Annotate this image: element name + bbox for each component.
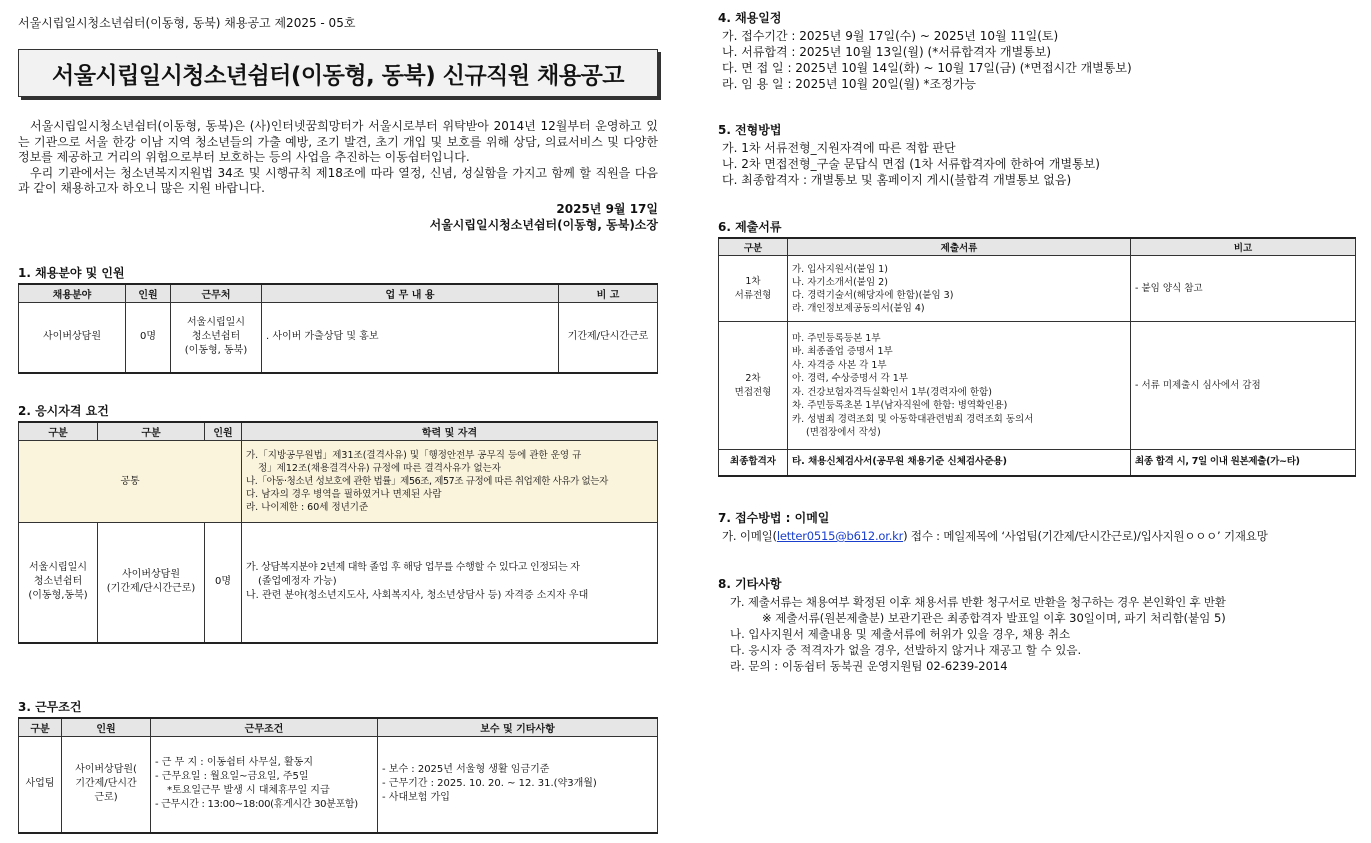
col-header: 학력 및 자격 bbox=[242, 422, 658, 441]
document-line: 차. 주민등록초본 1부(남자직원에 한함: 병역확인용) bbox=[792, 400, 1008, 411]
duty-cell: . 사이버 가출상담 및 홍보 bbox=[262, 303, 559, 373]
staff-cell bbox=[62, 737, 151, 833]
schedule-line: 가. 접수기간 : 2025년 9월 17일(수) ~ 2025년 10월 11일(토) bbox=[722, 29, 1059, 43]
col-header: 구분 bbox=[98, 422, 205, 441]
documents-table bbox=[718, 237, 1356, 477]
requirement-line: 가. 상담복지분야 2년제 대학 졸업 후 해당 업무를 수행할 수 있다고 인정되는 자 bbox=[246, 562, 580, 574]
col-header: 채용분야 bbox=[19, 284, 126, 303]
pay-line: - 근무기간 : 2025. 10. 20. ~ 12. 31.(약3개월) bbox=[382, 778, 597, 790]
requirement-line: 나. 관련 분야(청소년지도사, 사회복지사, 청소년상담사 등) 자격증 소지자 우대 bbox=[246, 590, 589, 602]
condition-line: - 근 무 지 : 이동쉼터 사무실, 활동지 bbox=[155, 757, 313, 769]
col-header: 보수 및 기타사항 bbox=[378, 718, 658, 737]
job-requirements bbox=[242, 523, 658, 643]
type-cell: 사업팀 bbox=[19, 737, 62, 833]
document-line: 바. 최종졸업 증명서 1부 bbox=[792, 346, 893, 357]
col-header: 근무처 bbox=[171, 284, 262, 303]
col-header: 구분 bbox=[19, 718, 62, 737]
email-link[interactable]: letter0515@b612.or.kr bbox=[776, 529, 904, 543]
stage-cell bbox=[719, 256, 788, 322]
method-line: 나. 2차 면접전형_구술 문답식 면접 (1차 서류합격자에 한하여 개별통보) bbox=[722, 157, 1100, 171]
col-header: 근무조건 bbox=[151, 718, 378, 737]
section-2 bbox=[18, 402, 658, 644]
col-header: 구분 bbox=[719, 238, 788, 256]
remark-cell: - 서류 미제출시 심사에서 감점 bbox=[1131, 322, 1356, 450]
col-header: 인원 bbox=[126, 284, 171, 303]
section-1-title: 1. 채용분야 및 인원 bbox=[18, 266, 125, 280]
note-cell: 기간제/단시간근로 bbox=[559, 303, 658, 373]
requirement-line: 정」제12조(채용결격사유) 규정에 따른 결격사유가 없는자 bbox=[258, 463, 501, 474]
section-4-title: 4. 채용일정 bbox=[718, 11, 782, 25]
requirement-line: 다. 남자의 경우 병역을 필하였거나 면제된 사람 bbox=[246, 489, 442, 500]
place-line: 서울시립일시 bbox=[187, 317, 245, 329]
document-line: 나. 자기소개서(붙임 2) bbox=[792, 276, 888, 288]
method-line: 가. 1차 서류전형_지원자격에 따른 적합 판단 bbox=[722, 141, 956, 155]
section-8-title: 8. 기타사항 bbox=[718, 577, 782, 591]
announcement-number: 서울시립일시청소년쉼터(이동형, 동북) 채용공고 제2025 - 05호 bbox=[18, 16, 356, 30]
job-line: (기간제/단시간근로) bbox=[106, 583, 196, 595]
schedule-line: 나. 서류합격 : 2025년 10월 13일(월) (*서류합격자 개별통보) bbox=[722, 45, 1052, 59]
left-column bbox=[18, 10, 658, 233]
org-cell bbox=[19, 523, 98, 643]
section-4 bbox=[718, 10, 1358, 92]
conditions-cell bbox=[151, 737, 378, 833]
count-cell: 0명 bbox=[126, 303, 171, 373]
section-5 bbox=[718, 122, 1358, 188]
job-cell bbox=[98, 523, 205, 643]
section-1 bbox=[18, 264, 658, 374]
intro-paragraph-1: 서울시립일시청소년쉼터(이동형, 동북)은 (사)인터넷꿈희망터가 서울시로부터 위탁받아 2014년 12월부터 운영하고 있는 기관으로 서울 한강 이남 지역 청소년들의 가출 예방, 조기 발견, 초기 개입 및 보호를 위해 상담, 의료서비스 및 다양한 정보를 제공하고 거리의 위험으로부터 보호하는 등의 사업을 추진하는 이동쉼터입니다. bbox=[18, 119, 658, 164]
etc-line: ※ 제출서류(원본제출분) 보관기관은 최종합격자 발표일 이후 30일이며, 파기 처리함(붙임 5) bbox=[762, 611, 1226, 625]
signer: 서울시립일시청소년쉼터(이동형, 동북)소장 bbox=[429, 217, 658, 232]
conditions-table bbox=[18, 717, 658, 834]
requirement-line: 나.「아동·청소년 성보호에 관한 법률」제56조, 제57조 규정에 따른 취업제한 사유가 없는자 bbox=[246, 476, 608, 487]
section-6-title: 6. 제출서류 bbox=[718, 220, 782, 234]
org-line: 청소년쉼터 bbox=[33, 576, 83, 588]
condition-line: - 근무시간 : 13:00~18:00(휴게시간 30분포함) bbox=[155, 799, 358, 811]
condition-line: - 근무요일 : 월요일~금요일, 주5일 bbox=[155, 771, 309, 783]
document-line: 가. 입사지원서(붙임 1) bbox=[792, 263, 888, 275]
requirement-line: (졸업예정자 가능) bbox=[258, 576, 337, 588]
staff-line: 기간제/단시간 bbox=[75, 778, 137, 790]
pay-cell bbox=[378, 737, 658, 833]
intro-text bbox=[18, 119, 658, 197]
col-header: 업 무 내 용 bbox=[262, 284, 559, 303]
email-line bbox=[718, 528, 1368, 544]
announcement-date: 2025년 9월 17일 bbox=[556, 201, 658, 216]
etc-line: 다. 응시자 중 적격자가 없을 경우, 선발하지 않거나 재공고 할 수 있음. bbox=[730, 643, 1082, 657]
section-7-title: 7. 접수방법 : 이메일 bbox=[718, 511, 830, 525]
pay-line: - 사대보험 가입 bbox=[382, 792, 450, 804]
section-7 bbox=[718, 510, 1368, 544]
document-line: 라. 개인정보제공동의서(붙임 4) bbox=[792, 302, 925, 314]
stage-line: 면접전형 bbox=[734, 386, 772, 398]
place-line: 청소년쉼터 bbox=[191, 331, 241, 343]
stage-line: 서류전형 bbox=[734, 289, 772, 301]
document-line: 아. 경력, 수상증명서 각 1부 bbox=[792, 373, 908, 384]
place-cell bbox=[171, 303, 262, 373]
etc-line: 나. 입사지원서 제출내용 및 제출서류에 허위가 있을 경우, 채용 취소 bbox=[730, 627, 1071, 641]
section-8 bbox=[718, 576, 1368, 674]
staff-line: 사이버상담원( bbox=[75, 764, 137, 776]
section-3-title: 3. 근무조건 bbox=[18, 700, 82, 714]
document-line: 사. 자격증 사본 각 1부 bbox=[792, 359, 887, 371]
email-prefix: 가. 이메일( bbox=[722, 529, 777, 543]
date-signature bbox=[18, 201, 658, 233]
common-label: 공통 bbox=[19, 441, 242, 523]
col-header: 비 고 bbox=[559, 284, 658, 303]
document-line: 다. 경력기술서(해당자에 한함)(붙임 3) bbox=[792, 289, 954, 301]
count-cell: 0명 bbox=[205, 523, 242, 643]
col-header: 제출서류 bbox=[788, 238, 1131, 256]
col-header: 구분 bbox=[19, 422, 98, 441]
section-3 bbox=[18, 698, 658, 834]
place-line: (이동형, 동북) bbox=[184, 345, 248, 357]
document-line: 마. 주민등록등본 1부 bbox=[792, 332, 881, 344]
page-title: 서울시립일시청소년쉼터(이동형, 동북) 신규직원 채용공고 bbox=[18, 49, 658, 97]
remark-cell: - 붙임 양식 참고 bbox=[1131, 256, 1356, 322]
col-header: 인원 bbox=[62, 718, 151, 737]
document-line: (면접장에서 작성) bbox=[806, 427, 881, 438]
requirement-line: 라. 나이제한 : 60세 정년기준 bbox=[246, 502, 369, 513]
job-line: 사이버상담원 bbox=[122, 569, 180, 581]
section-6 bbox=[718, 218, 1356, 477]
documents-cell bbox=[788, 322, 1131, 450]
org-line: (이동형,동북) bbox=[28, 590, 88, 602]
field-cell: 사이버상담원 bbox=[19, 303, 126, 373]
requirement-line: 가.「지방공무원법」제31조(결격사유) 및「행정안전부 공무직 등에 관한 운영 규 bbox=[246, 450, 582, 461]
section-5-title: 5. 전형방법 bbox=[718, 123, 782, 137]
document-line: 자. 건강보험자격득실확인서 1부(경력자에 한함) bbox=[792, 386, 992, 398]
section-2-title: 2. 응시자격 요건 bbox=[18, 404, 109, 418]
stage-line: 2차 bbox=[745, 372, 761, 384]
etc-line: 라. 문의 : 이동쉼터 동북권 운영지원팀 02-6239-2014 bbox=[730, 659, 1008, 673]
common-requirements bbox=[242, 441, 658, 523]
org-line: 서울시립일시 bbox=[29, 562, 87, 574]
documents-cell: 타. 채용신체검사서(공무원 채용기준 신체검사준용) bbox=[788, 450, 1131, 476]
intro-paragraph-2: 우리 기관에서는 청소년복지지원법 34조 및 시행규칙 제18조에 따라 열정, 신념, 성실함을 가지고 함께 할 직원을 다음과 같이 채용하고자 하오니 많은 지원 바랍니다. bbox=[18, 165, 658, 195]
document-line: 카. 성범죄 경력조회 및 아동학대관련범죄 경력조회 동의서 bbox=[792, 413, 1034, 425]
schedule-line: 다. 면 접 일 : 2025년 10월 14일(화) ~ 10월 17일(금) (*면접시간 개별통보) bbox=[722, 61, 1132, 75]
pay-line: - 보수 : 2025년 서울형 생활 임금기준 bbox=[382, 764, 550, 776]
method-line: 다. 최종합격자 : 개별통보 및 홈페이지 게시(불합격 개별통보 없음) bbox=[722, 173, 1072, 187]
documents-cell bbox=[788, 256, 1131, 322]
schedule-line: 라. 임 용 일 : 2025년 10월 20일(월) *조정가능 bbox=[722, 77, 976, 91]
condition-line: *토요일근무 발생 시 대체휴무일 지급 bbox=[167, 785, 330, 797]
recruit-table bbox=[18, 283, 658, 374]
email-suffix: ) 접수 : 메일제목에 ‘사업팀(기간제/단시간근로)/입사지원ㅇㅇㅇ’ 기재요망 bbox=[903, 529, 1268, 543]
col-header: 비고 bbox=[1131, 238, 1356, 256]
qualification-table bbox=[18, 421, 658, 644]
staff-line: 근로) bbox=[94, 792, 118, 804]
stage-cell bbox=[719, 322, 788, 450]
etc-line: 가. 제출서류는 채용여부 확정된 이후 채용서류 반환 청구서로 반환을 청구하는 경우 본인확인 후 반환 bbox=[730, 595, 1226, 609]
remark-cell: 최종 합격 시, 7일 이내 원본제출(가~타) bbox=[1131, 450, 1356, 476]
stage-line: 1차 bbox=[745, 275, 761, 287]
stage-cell: 최종합격자 bbox=[719, 450, 788, 476]
col-header: 인원 bbox=[205, 422, 242, 441]
